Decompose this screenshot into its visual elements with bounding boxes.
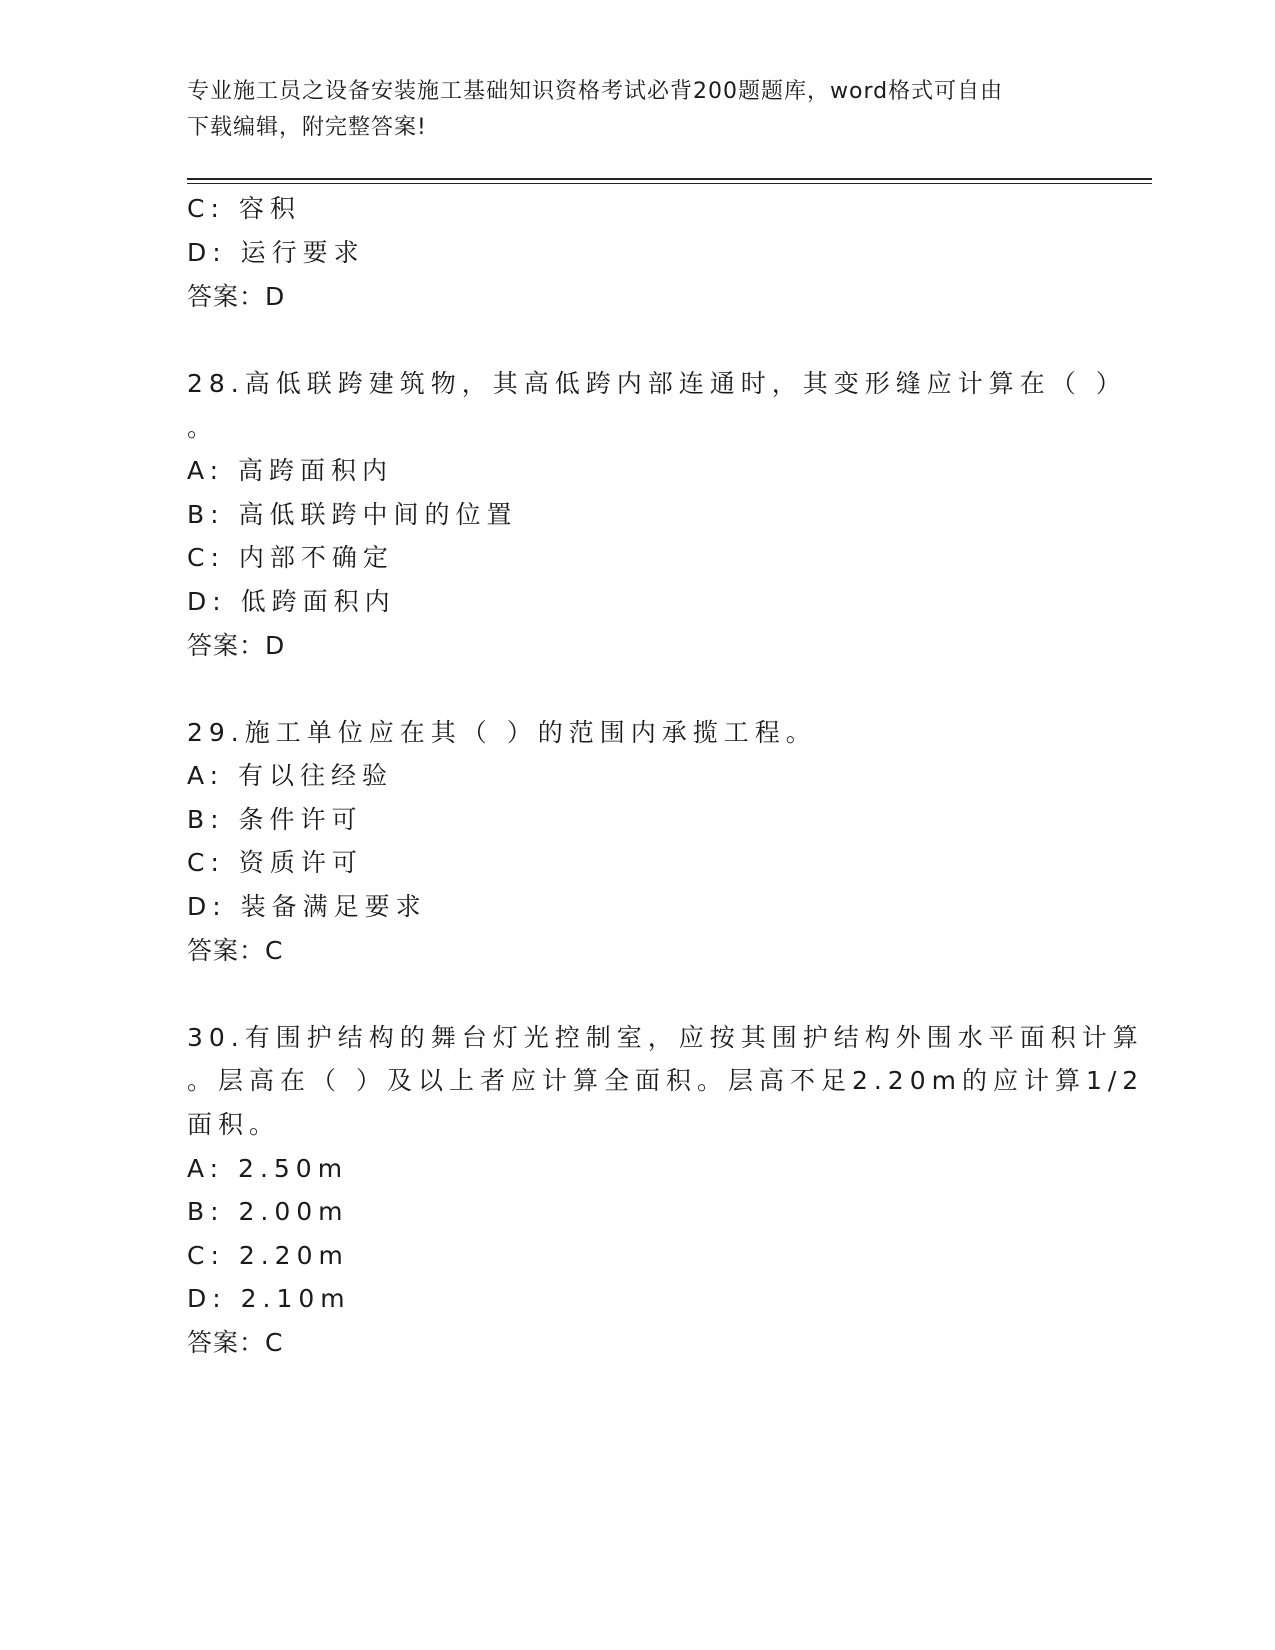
- prev-option-c: C: 容积: [187, 194, 301, 223]
- q30-stem-line2: 。层高在（ ）及以上者应计算全面积。层高不足2.20m的应计算1/2: [187, 1066, 1145, 1095]
- header-line-2: 下载编辑，附完整答案!: [187, 115, 427, 140]
- q30-stem-line1: 30.有围护结构的舞台灯光控制室，应按其围护结构外围水平面积计算: [187, 1023, 1144, 1052]
- q30-answer: 答案：C: [187, 1328, 284, 1357]
- header-line-1: 专业施工员之设备安装施工基础知识资格考试必背200题题库，word格式可自由: [187, 79, 1004, 104]
- q30-option-d: D: 2.10m: [187, 1284, 351, 1313]
- q28-option-d: D: 低跨面积内: [187, 587, 396, 616]
- q29-option-d: D: 装备满足要求: [187, 892, 427, 921]
- q29-stem-line1: 29.施工单位应在其（ ）的范围内承揽工程。: [187, 718, 817, 747]
- q30-option-c: C: 2.20m: [187, 1241, 349, 1270]
- q29-answer: 答案：C: [187, 936, 284, 965]
- q29-option-c: C: 资质许可: [187, 848, 363, 877]
- q28-option-b: B: 高低联跨中间的位置: [187, 500, 518, 529]
- q30-option-b: B: 2.00m: [187, 1197, 349, 1226]
- q28-stem-line1: 28.高低联跨建筑物，其高低跨内部连通时，其变形缝应计算在（ ）: [187, 369, 1127, 398]
- header-divider-thin: [187, 183, 1152, 184]
- header-divider-thick: [187, 178, 1152, 180]
- q29-option-a: A: 有以往经验: [187, 761, 394, 790]
- q28-option-c: C: 内部不确定: [187, 543, 394, 572]
- q28-option-a: A: 高跨面积内: [187, 456, 394, 485]
- q28-stem-line2: 。: [187, 413, 219, 442]
- q30-option-a: A: 2.50m: [187, 1154, 349, 1183]
- q30-stem-line3: 面积。: [187, 1110, 281, 1139]
- prev-option-d: D: 运行要求: [187, 238, 365, 267]
- prev-answer: 答案：D: [187, 282, 286, 311]
- q29-option-b: B: 条件许可: [187, 805, 363, 834]
- document-header: [187, 74, 1087, 146]
- q28-answer: 答案：D: [187, 631, 286, 660]
